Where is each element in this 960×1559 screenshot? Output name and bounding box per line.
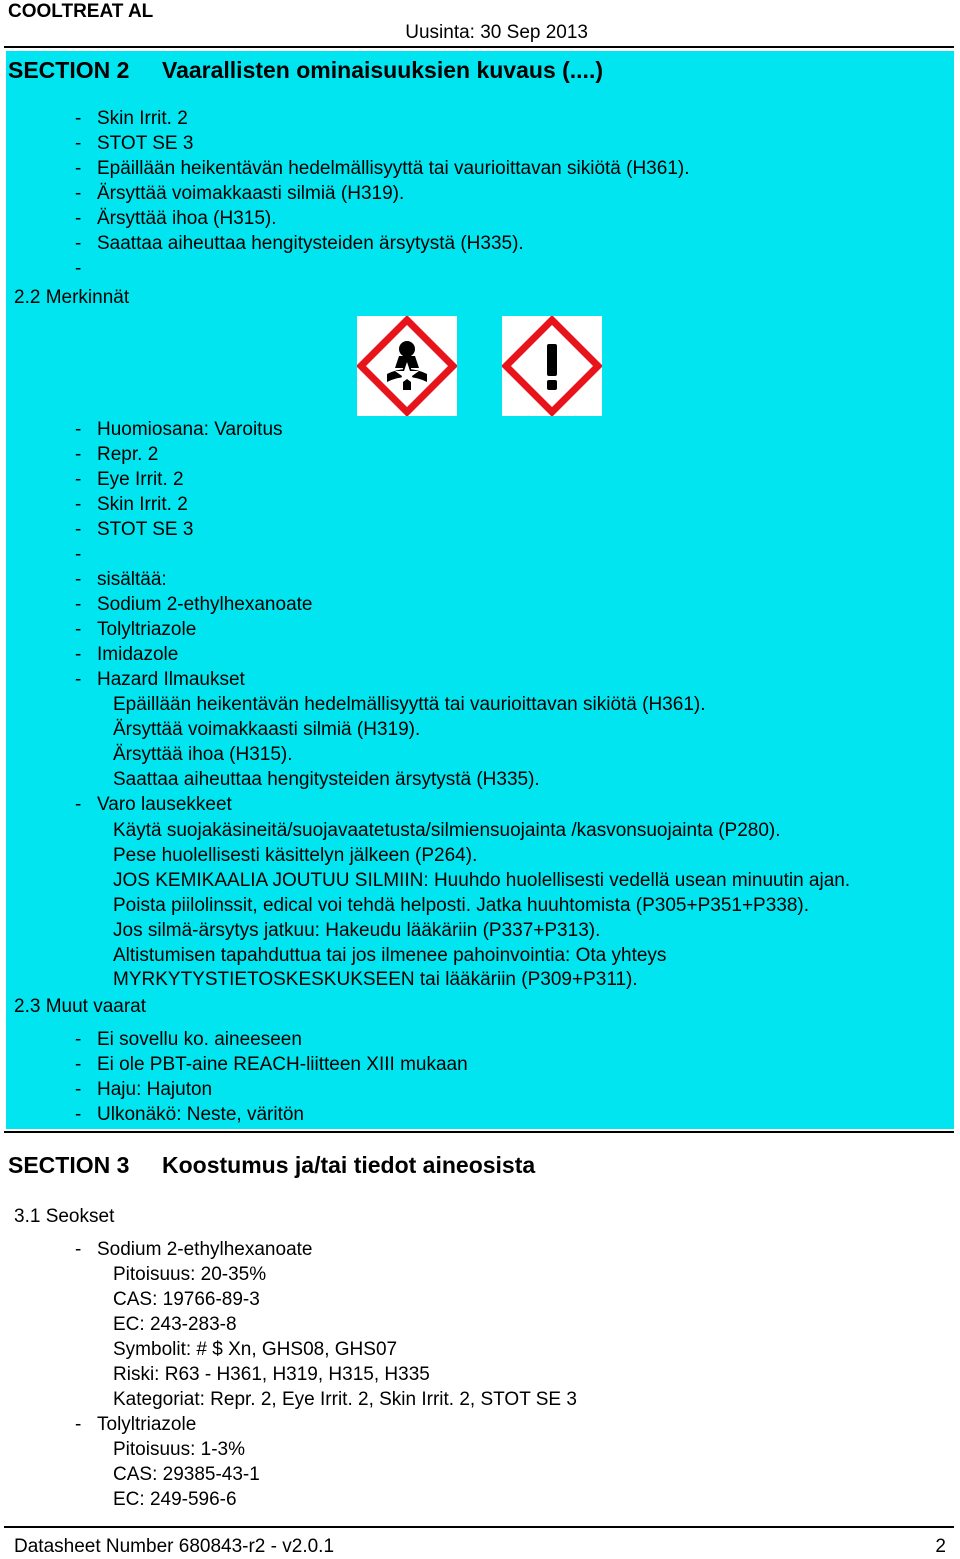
section-2-number: SECTION 2 — [8, 57, 130, 83]
other-hazards-heading: 2.3 Muut vaarat — [14, 996, 147, 1017]
section-2-heading — [8, 57, 603, 84]
section-divider — [4, 1131, 954, 1133]
mixtures-heading: 3.1 Seokset — [14, 1206, 115, 1227]
exclamation-mark-icon — [502, 316, 602, 416]
labels-heading: 2.2 Merkinnät — [14, 287, 130, 308]
section-3-number: SECTION 3 — [8, 1152, 130, 1178]
company-name: COOLTREAT AL — [8, 1, 154, 22]
section-3-heading — [8, 1152, 535, 1179]
datasheet-number: Datasheet Number 680843-r2 - v2.0.1 — [14, 1536, 335, 1557]
page-number: 2 — [935, 1536, 946, 1557]
section-2-title: Vaarallisten ominaisuuksien kuvaus (....) — [162, 57, 603, 83]
footer-divider — [4, 1526, 954, 1528]
revision-date: Uusinta: 30 Sep 2013 — [405, 22, 588, 43]
header-divider — [4, 46, 954, 48]
section-3-title: Koostumus ja/tai tiedot aineosista — [162, 1152, 536, 1178]
health-hazard-icon — [357, 316, 457, 416]
